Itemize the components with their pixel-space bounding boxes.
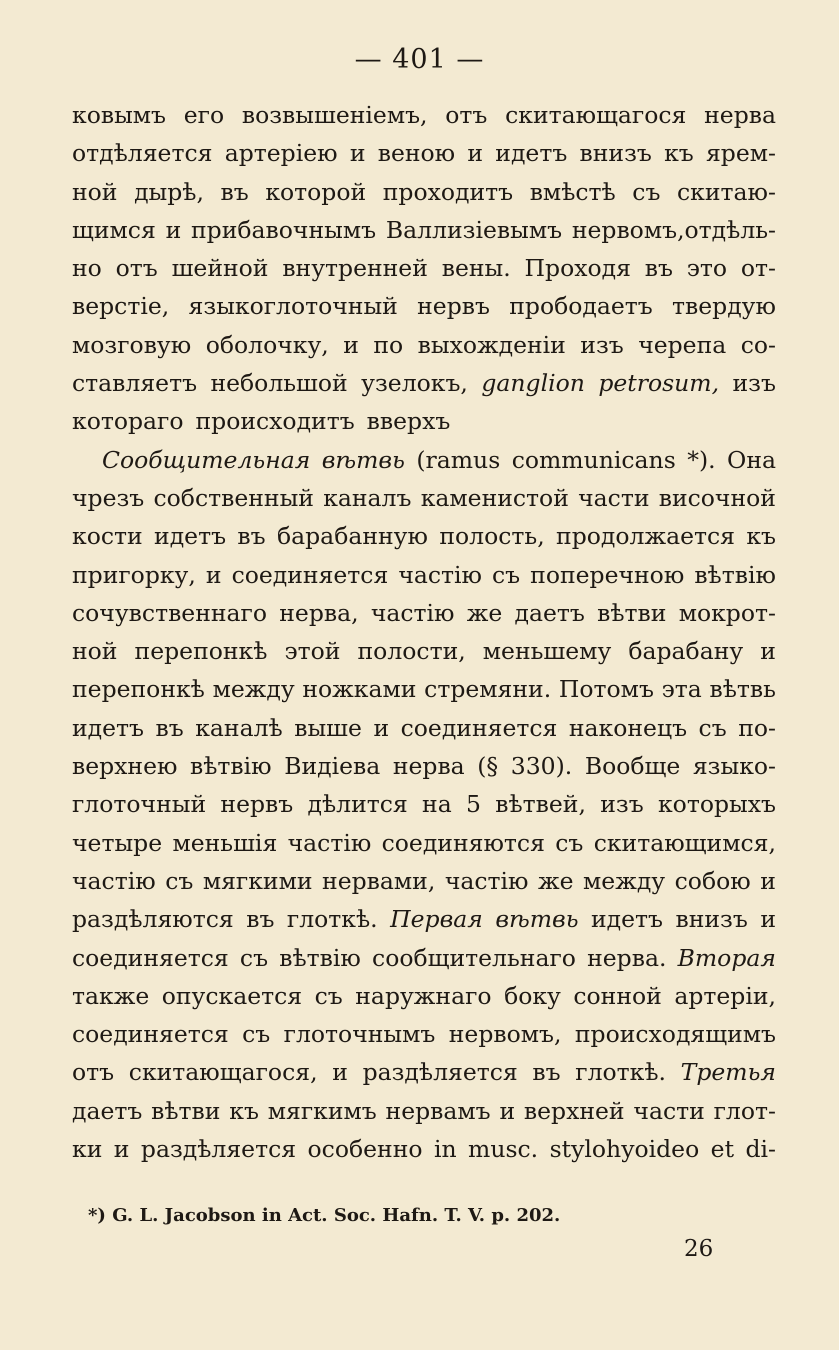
word: раздѣляется (362, 1058, 518, 1087)
word: въ (155, 713, 184, 742)
word: части (578, 483, 650, 512)
word: Она (727, 445, 776, 474)
word: Вообще (584, 752, 681, 781)
text-line (72, 211, 776, 249)
word: и (499, 1096, 516, 1125)
word: идетъ (154, 522, 227, 551)
text-line (72, 1053, 776, 1091)
word: верхней (523, 1096, 625, 1125)
signature-mark: 26 (684, 1236, 714, 1262)
word: небольшой (210, 369, 348, 398)
word: происходящимъ (574, 1020, 776, 1049)
word: съ (698, 713, 727, 742)
word: къ (229, 1096, 259, 1125)
word: пригорку, (72, 560, 196, 589)
word: перепонкѣ (134, 637, 268, 666)
word: на (422, 790, 452, 819)
word: вѣтвь (321, 445, 405, 474)
word: меньшему (482, 637, 612, 666)
text-line (72, 556, 776, 594)
word: меньшія (172, 828, 278, 857)
word: внизъ (579, 139, 652, 168)
word: прибавочнымъ (191, 215, 377, 244)
word: communicans (511, 445, 676, 474)
word: мягкимъ (267, 1096, 377, 1125)
text-line (72, 1130, 776, 1168)
word: мягкими (202, 866, 313, 895)
word: вѣтви (151, 1096, 221, 1125)
word: его (183, 101, 225, 129)
text-line (72, 134, 776, 172)
word: Потомъ (558, 675, 654, 704)
word: и (760, 866, 776, 895)
word: дѣлится (307, 790, 408, 819)
word: прободаетъ (509, 292, 653, 321)
text-line (72, 900, 776, 938)
word: нервъ (417, 292, 490, 321)
word: котораго (72, 407, 184, 436)
word: идетъ (495, 139, 568, 168)
text-line (72, 785, 776, 823)
word: даетъ (72, 1096, 143, 1125)
word: 330). (510, 752, 573, 781)
word: вѣтвь (709, 675, 776, 704)
word: мозговую (72, 330, 192, 359)
word: въ (237, 522, 266, 551)
word: нервомъ,отдѣль- (571, 215, 776, 244)
word: же (466, 598, 503, 627)
text-line (72, 594, 776, 632)
word: между (212, 675, 295, 704)
text-line (72, 977, 776, 1015)
word: даетъ (514, 598, 585, 627)
word: вѣтвей, (495, 790, 586, 819)
word: Первая (390, 905, 483, 934)
word: вены. (441, 254, 511, 283)
word: petrosum, (598, 369, 720, 398)
word: нерва, (279, 598, 359, 627)
word: нервами, (322, 866, 436, 895)
word: stylohyoideo (549, 1135, 700, 1164)
word: оболочку, (205, 330, 329, 359)
word: твердую (672, 292, 776, 321)
word: 5 (466, 790, 481, 819)
word: и (349, 139, 366, 168)
word: каменистой (420, 483, 569, 512)
text-line (72, 862, 776, 900)
word: скитающагося, (128, 1058, 318, 1087)
word: вѣтвію (694, 560, 776, 589)
word: стремяни. (424, 675, 552, 704)
word: нерва (704, 101, 776, 129)
word: вверхъ (366, 407, 451, 436)
word: частію (287, 828, 372, 857)
word: Валлизіевымъ (385, 215, 563, 244)
text-line (72, 824, 776, 862)
word: языко- (692, 752, 776, 781)
word: барабану (628, 637, 744, 666)
word: скитающимся, (593, 828, 776, 857)
word: и (165, 215, 182, 244)
word: перепонкѣ (72, 675, 205, 704)
word: глоткѣ. (286, 905, 378, 934)
word: Видіева (284, 752, 381, 781)
word: по (373, 330, 404, 359)
word: ярем- (705, 139, 776, 168)
word: отъ (115, 254, 158, 283)
word: съ (242, 1020, 271, 1049)
word: Третья (680, 1058, 776, 1087)
text-line (72, 632, 776, 670)
word: особенно (307, 1135, 423, 1164)
word: опускается (161, 981, 303, 1010)
word: артеріи, (674, 981, 776, 1010)
word: ной (72, 637, 118, 666)
text-line (72, 96, 776, 134)
word: соединяется (72, 1020, 229, 1049)
word: проходитъ (382, 177, 514, 206)
word: дырѣ, (134, 177, 204, 206)
word: въ (644, 254, 673, 283)
word: выше (294, 713, 362, 742)
word: изъ (600, 790, 644, 819)
text-line (72, 709, 776, 747)
word: et (710, 1135, 735, 1164)
word: раздѣляется (140, 1135, 297, 1164)
word: это (686, 254, 728, 283)
word: кости (72, 522, 143, 551)
word: *). (687, 445, 716, 474)
word: съ (492, 560, 521, 589)
word: внутренней (282, 254, 428, 283)
word: и (467, 139, 484, 168)
word: соединяется (231, 560, 389, 589)
text-line (72, 670, 776, 708)
word: собственный (153, 483, 314, 512)
word: происходитъ (195, 407, 355, 436)
word: къ (664, 139, 694, 168)
word: каналѣ (195, 713, 283, 742)
word: и (332, 1058, 348, 1087)
word: musc. (468, 1135, 539, 1164)
word: отъ (445, 101, 488, 129)
word: Сообщительная (102, 445, 311, 474)
text-line (72, 173, 776, 211)
word: вѣтвію (190, 752, 272, 781)
word: глоточный (72, 790, 207, 819)
word: от- (740, 254, 776, 283)
word: отъ (72, 1058, 115, 1087)
word: частію (444, 866, 529, 895)
word: ки (72, 1135, 103, 1164)
text-line (72, 1092, 776, 1130)
word: соединяется (400, 713, 558, 742)
word: и (343, 330, 359, 359)
word: части (633, 1096, 705, 1125)
word: нервъ (220, 790, 294, 819)
word: нерва (392, 752, 465, 781)
word: боку (504, 981, 561, 1010)
word: глоткѣ. (575, 1058, 666, 1087)
word: каналъ (323, 483, 412, 512)
word: верхнею (72, 752, 178, 781)
word: изъ (732, 369, 776, 398)
word: и (373, 713, 390, 742)
text-line (72, 747, 776, 785)
word: съ (165, 866, 194, 895)
word: и (760, 905, 776, 934)
word: наружнаго (355, 981, 492, 1010)
word: di- (745, 1135, 776, 1164)
word: нервомъ, (448, 1020, 562, 1049)
text-line (72, 402, 776, 440)
word: нервамъ (385, 1096, 491, 1125)
word: идетъ (72, 713, 144, 742)
word: узелокъ, (361, 369, 468, 398)
word: къ (746, 522, 776, 551)
word: съ (314, 981, 343, 1010)
word: идетъ (591, 905, 663, 934)
word: частію (398, 560, 482, 589)
word: веною (377, 139, 456, 168)
word: языкоглоточный (188, 292, 398, 321)
word: по- (738, 713, 776, 742)
word: черепа (638, 330, 727, 359)
word: наконецъ (568, 713, 688, 742)
word: съ (632, 177, 661, 206)
word: полости, (357, 637, 466, 666)
word: внизъ (675, 905, 748, 934)
word: четыре (72, 828, 163, 857)
word: чрезъ (72, 483, 145, 512)
word: ganglion (481, 369, 585, 398)
word: ножками (302, 675, 417, 704)
word: шейной (171, 254, 269, 283)
word: же (538, 866, 574, 895)
word: отдѣляется (72, 139, 213, 168)
word: собою (674, 866, 751, 895)
text-line (72, 479, 776, 517)
word: глот- (713, 1096, 776, 1125)
body-text (72, 96, 776, 1168)
word: съ (239, 943, 269, 972)
word: частію (72, 866, 156, 895)
word: верстіе, (72, 292, 170, 321)
text-line (72, 364, 776, 402)
word: возвышеніемъ, (241, 101, 428, 129)
text-line (72, 326, 776, 364)
word: изъ (580, 330, 624, 359)
word: височной (658, 483, 776, 512)
word: со- (740, 330, 776, 359)
word: которой (265, 177, 367, 206)
word: вмѣстѣ (529, 177, 616, 206)
word: поперечною (530, 560, 685, 589)
page-number: — 401 — (354, 44, 485, 75)
word: эта (661, 675, 702, 704)
word: нерва. (587, 943, 667, 972)
text-line (72, 249, 776, 287)
word: въ (220, 177, 249, 206)
footnote: *) G. L. Jacobson in Act. Soc. Hafn. T. V. p. 202. (88, 1205, 561, 1226)
word: полость, (439, 522, 545, 551)
word: артеріею (224, 139, 338, 168)
text-line (72, 441, 776, 479)
word: ковымъ (72, 101, 166, 129)
word: и (113, 1135, 130, 1164)
word: продолжается (556, 522, 735, 551)
word: раздѣляются (72, 905, 234, 934)
word: которыхъ (657, 790, 776, 819)
word: сообщительнаго (372, 943, 576, 972)
word: Проходя (524, 254, 631, 283)
word: скитаю- (677, 177, 776, 206)
word: глоточнымъ (283, 1020, 436, 1049)
text-line (72, 287, 776, 325)
word: вѣтвію (279, 943, 361, 972)
word: скитающагося (505, 101, 687, 129)
word: сочувственнаго (72, 598, 267, 627)
word: сонной (573, 981, 662, 1010)
word: частію (370, 598, 455, 627)
word: этой (284, 637, 341, 666)
word: мокрот- (678, 598, 776, 627)
word: и (760, 637, 776, 666)
word: in (433, 1135, 457, 1164)
word: ной (72, 177, 118, 206)
word: съ (555, 828, 584, 857)
word: ставляетъ (72, 369, 198, 398)
text-line (72, 939, 776, 977)
word: вѣтви (597, 598, 667, 627)
word: выхожденіи (417, 330, 566, 359)
text-line (72, 517, 776, 555)
word: въ (532, 1058, 561, 1087)
word: но (72, 254, 102, 283)
word: (§ (477, 752, 499, 781)
word: барабанную (276, 522, 428, 551)
word: и (205, 560, 222, 589)
word: щимся (72, 215, 156, 244)
word: вѣтвь (495, 905, 579, 934)
word: соединяются (381, 828, 545, 857)
word: между (583, 866, 666, 895)
word: въ (246, 905, 275, 934)
word: соединяется (72, 943, 229, 972)
word: (ramus (416, 445, 501, 474)
word: также (72, 981, 150, 1010)
text-line (72, 1015, 776, 1053)
word: Вторая (677, 943, 776, 972)
